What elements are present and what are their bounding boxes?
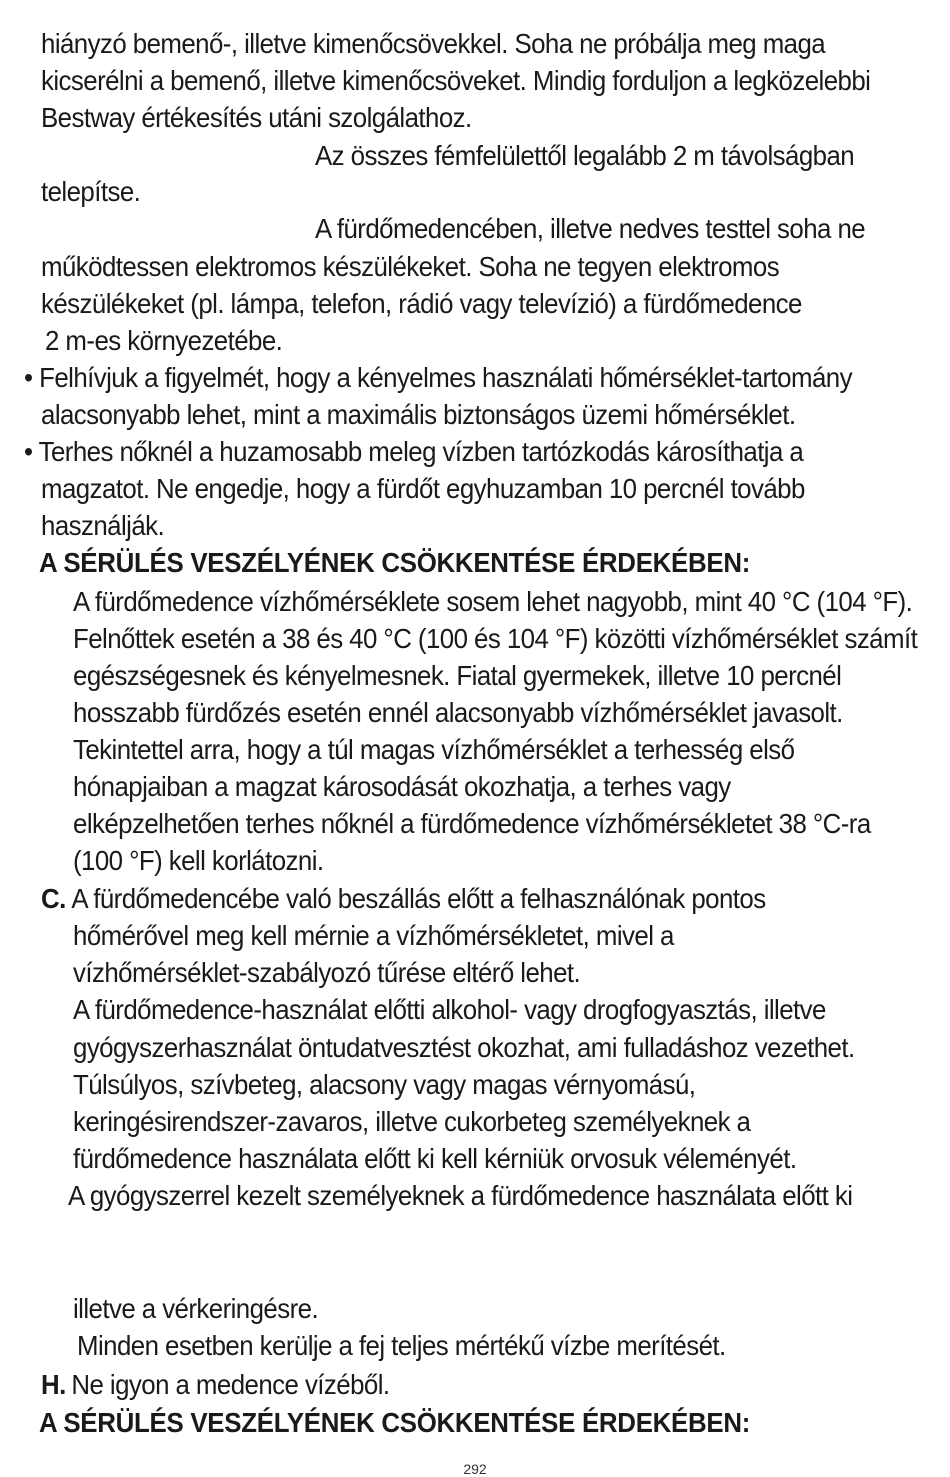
text-line: Tekintettel arra, hogy a túl magas vízhőmérséklet a terhesség első xyxy=(73,734,795,765)
section-heading: A SÉRÜLÉS VESZÉLYÉNEK CSÖKKENTÉSE ÉRDEKÉBEN: xyxy=(39,547,751,578)
text-line: vízhőmérséklet-szabályozó tűrése eltérő lehet. xyxy=(73,957,581,988)
text-line: Bestway értékesítés utáni szolgálathoz. xyxy=(41,102,472,133)
text-line: hiányzó bemenő-, illetve kimenőcsövekkel. Soha ne próbálja meg maga xyxy=(41,28,826,59)
text-line: alacsonyabb lehet, mint a maximális biztonságos üzemi hőmérséklet. xyxy=(41,399,796,430)
text-line: Felnőttek esetén a 38 és 40 °C (100 és 104 °F) közötti vízhőmérséklet számít xyxy=(73,623,918,654)
text-line: hónapjaiban a magzat károsodását okozhatja, a terhes vagy xyxy=(73,771,731,802)
text-span: A fürdőmedencébe való beszállás előtt a felhasználónak pontos xyxy=(71,883,766,914)
text-line: illetve a vérkeringésre. xyxy=(73,1293,319,1324)
text-line: készülékeket (pl. lámpa, telefon, rádió vagy televízió) a fürdőmedence xyxy=(41,288,802,319)
text-line: 2 m-es környezetébe. xyxy=(45,325,283,356)
text-line: elképzelhetően terhes nőknél a fürdőmedence vízhőmérsékletet 38 °C-ra xyxy=(73,808,871,839)
text-line: Minden esetben kerülje a fej teljes mértékű vízbe merítését. xyxy=(77,1330,726,1361)
section-heading: A SÉRÜLÉS VESZÉLYÉNEK CSÖKKENTÉSE ÉRDEKÉBEN: xyxy=(39,1407,751,1438)
text-line: (100 °F) kell korlátozni. xyxy=(73,845,324,876)
item-c-marker: C. xyxy=(41,883,66,914)
text-line: telepítse. xyxy=(41,176,141,207)
text-line: fürdőmedence használata előtt ki kell kérniük orvosuk véleményét. xyxy=(73,1143,797,1174)
text-line: Túlsúlyos, szívbeteg, alacsony vagy magas vérnyomású, xyxy=(73,1069,696,1100)
text-span: Ne igyon a medence vízéből. xyxy=(71,1369,390,1400)
item-h-line xyxy=(41,1367,390,1403)
text-line: A fürdőmedencében, illetve nedves testtel soha ne xyxy=(315,213,866,244)
text-line: gyógyszerhasználat öntudatvesztést okozhat, ami fulladáshoz vezethet. xyxy=(73,1032,855,1063)
text-line: kicserélni a bemenő, illetve kimenőcsöveket. Mindig forduljon a legközelebbi xyxy=(41,65,871,96)
text-line: A fürdőmedence vízhőmérséklete sosem lehet nagyobb, mint 40 °C (104 °F). xyxy=(73,586,913,617)
bullet-line: • Felhívjuk a figyelmét, hogy a kényelmes használati hőmérséklet-tartomány xyxy=(24,362,852,393)
page-number: 292 xyxy=(463,1461,487,1477)
bullet-line: • Terhes nőknél a huzamosabb meleg vízben tartózkodás károsíthatja a xyxy=(24,436,804,467)
text-line: működtessen elektromos készülékeket. Soha ne tegyen elektromos xyxy=(41,251,780,282)
text-line: keringésirendszer-zavaros, illetve cukorbeteg személyeknek a xyxy=(73,1106,751,1137)
text-line: használják. xyxy=(41,510,165,541)
text-line: hosszabb fürdőzés esetén ennél alacsonyabb vízhőmérséklet javasolt. xyxy=(73,697,843,728)
item-h-marker: H. xyxy=(41,1369,66,1400)
text-line: A fürdőmedence-használat előtti alkohol- vagy drogfogyasztás, illetve xyxy=(73,994,826,1025)
text-line: A gyógyszerrel kezelt személyeknek a fürdőmedence használata előtt ki xyxy=(68,1180,853,1211)
text-line: Az összes fémfelülettől legalább 2 m távolságban xyxy=(315,140,855,171)
item-c-line xyxy=(41,881,766,917)
text-line: magzatot. Ne engedje, hogy a fürdőt egyhuzamban 10 percnél tovább xyxy=(41,473,805,504)
text-line: hőmérővel meg kell mérnie a vízhőmérsékletet, mivel a xyxy=(73,920,674,951)
text-line: egészségesnek és kényelmesnek. Fiatal gyermekek, illetve 10 percnél xyxy=(73,660,842,691)
